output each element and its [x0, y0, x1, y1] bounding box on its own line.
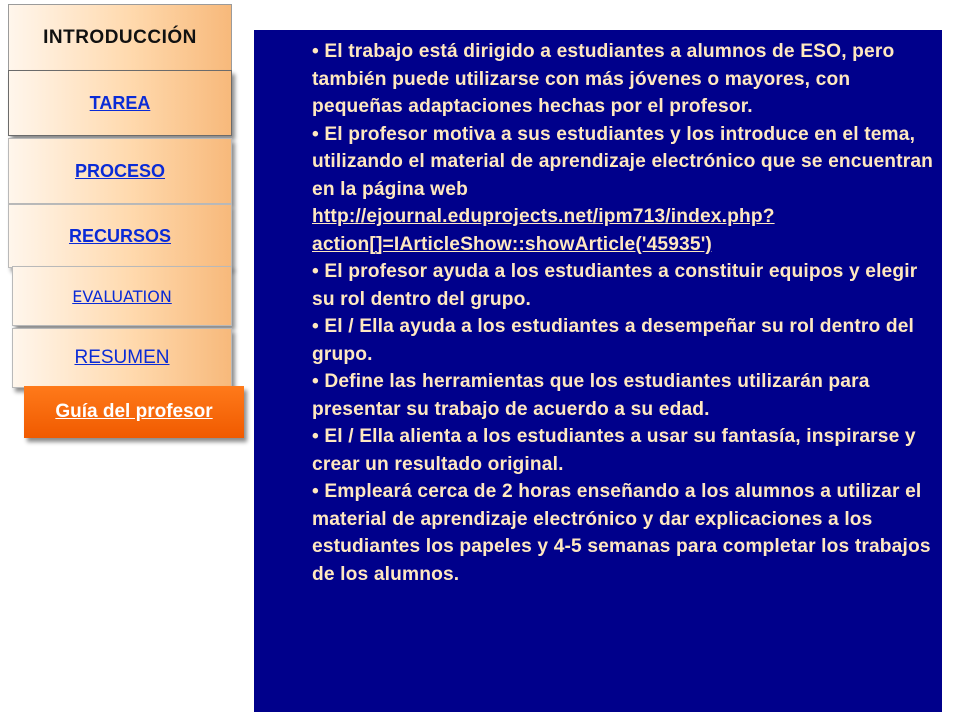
- paragraph-3: • El profesor ayuda a los estudiantes a constituir equipos y elegir su rol dentro del grupo.: [312, 261, 918, 310]
- paragraph-1: • El trabajo está dirigido a estudiantes a alumnos de ESO, pero también puede utilizarse con más jóvenes o mayores, con pequeñas adaptaciones hechas por el profesor.: [312, 41, 895, 117]
- paragraph-4: • El / Ella ayuda a los estudiantes a desempeñar su rol dentro del grupo.: [312, 316, 915, 365]
- nav-recursos-button[interactable]: RECURSOS: [8, 204, 232, 268]
- nav-introduccion: INTRODUCCIÓN: [8, 4, 232, 70]
- content-text: [312, 38, 934, 588]
- paragraph-2: [312, 121, 934, 259]
- paragraph-2-text: • El profesor motiva a sus estudiantes y los introduce en el tema, utilizando el material de aprendizaje electrónico que se encuentran en la página web: [312, 123, 934, 200]
- article-link[interactable]: http://ejournal.eduprojects.net/ipm713/index.php?action[]=IArticleShow::showArticle('45935'): [312, 206, 775, 255]
- paragraph-6: • El / Ella alienta a los estudiantes a usar su fantasía, inspirarse y crear un resultado original.: [312, 426, 916, 475]
- nav-guia-del-profesor-button[interactable]: Guía del profesor: [24, 386, 244, 438]
- nav-resumen-button[interactable]: RESUMEN: [12, 328, 232, 388]
- nav-evaluation-button[interactable]: EVALUATION: [12, 266, 232, 326]
- paragraph-5: • Define las herramientas que los estudiantes utilizarán para presentar su trabajo de acuerdo a su edad.: [312, 371, 870, 420]
- nav-tarea-button[interactable]: TAREA: [8, 70, 232, 136]
- nav-proceso-button[interactable]: PROCESO: [8, 138, 232, 204]
- paragraph-7: • Empleará cerca de 2 horas enseñando a los alumnos a utilizar el material de aprendizaje electrónico y dar explicaciones a los estudiantes los papeles y 4-5 semanas para completar los trabajos de los alumnos.: [312, 481, 931, 585]
